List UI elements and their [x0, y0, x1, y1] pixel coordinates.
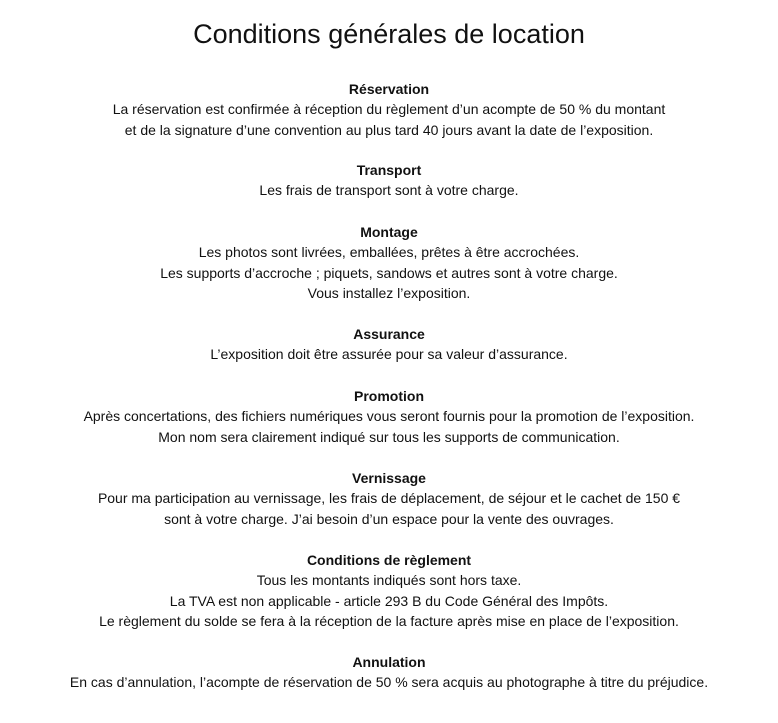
section-heading: Vernissage [352, 470, 426, 486]
section-text-line: Vous installez l’exposition. [307, 285, 471, 301]
section-heading: Réservation [348, 81, 430, 97]
section-conditions-reglement [0, 550, 778, 632]
section-text-line: Les photos sont livrées, emballées, prêtes à être accrochées. [198, 244, 580, 260]
section-heading: Assurance [353, 326, 425, 342]
section-text-line: Tous les montants indiqués sont hors taxe. [256, 572, 522, 588]
section-vernissage [0, 468, 778, 529]
section-text-line: L’exposition doit être assurée pour sa valeur d’assurance. [210, 346, 568, 362]
section-text-line: En cas d’annulation, l’acompte de réservation de 50 % sera acquis au photographe à titre du préjudice. [69, 674, 709, 690]
section-transport [0, 160, 778, 201]
section-heading: Conditions de règlement [306, 552, 472, 568]
section-text-line: Après concertations, des fichiers numériques vous seront fournis pour la promotion de l’exposition. [83, 408, 695, 424]
section-text-line: Les supports d’accroche ; piquets, sandows et autres sont à votre charge. [160, 264, 618, 281]
section-text-line: La réservation est confirmée à réception du règlement d’un acompte de 50 % du montant [112, 101, 666, 117]
section-heading: Transport [356, 162, 422, 178]
section-montage [0, 222, 778, 304]
section-text-line: Mon nom sera clairement indiqué sur tous les supports de communication. [158, 428, 620, 445]
section-text-line: Pour ma participation au vernissage, les frais de déplacement, de séjour et le cachet de 150 € [97, 490, 681, 506]
section-text-line: et de la signature d’une convention au plus tard 40 jours avant la date de l’exposition. [124, 121, 654, 138]
section-text-line: Les frais de transport sont à votre charge. [259, 182, 519, 198]
section-text-line: La TVA est non applicable - article 293 B du Code Général des Impôts. [169, 592, 609, 609]
page-title: Conditions générales de location [193, 19, 585, 49]
section-heading: Annulation [352, 654, 426, 670]
section-assurance [0, 324, 778, 365]
section-text-line: sont à votre charge. J’ai besoin d’un espace pour la vente des ouvrages. [164, 510, 614, 527]
section-annulation [0, 652, 778, 693]
section-text-line: Le règlement du solde se fera à la réception de la facture après mise en place de l’exposition. [99, 613, 679, 629]
section-promotion [0, 386, 778, 447]
section-heading: Promotion [354, 388, 424, 404]
section-heading: Montage [360, 224, 418, 240]
section-reservation [0, 79, 778, 140]
